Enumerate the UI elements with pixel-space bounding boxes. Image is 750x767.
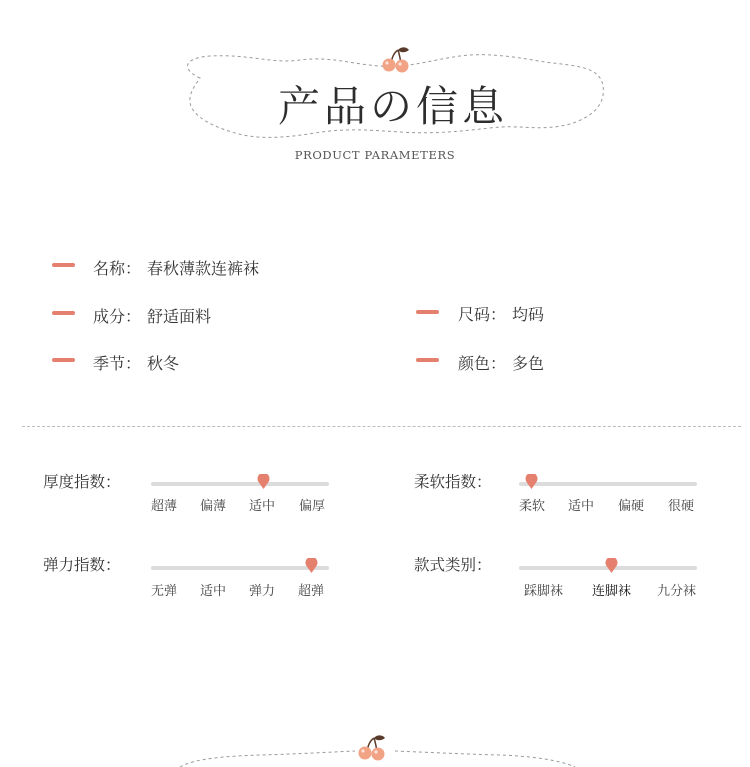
info-value: 均码: [512, 305, 545, 324]
elasticity-track: [151, 566, 329, 570]
softness-track: [519, 482, 697, 486]
option-label: 适中: [200, 584, 227, 599]
info-value: 秋冬: [147, 354, 180, 373]
section-divider: [22, 426, 741, 427]
info-name: [93, 256, 259, 279]
location-pin-icon: [305, 558, 318, 573]
option-label-selected: 连脚袜: [592, 584, 632, 599]
info-color: [458, 351, 544, 374]
thickness-index-label: 厚度指数：: [43, 473, 121, 491]
cherry-icon: [355, 734, 389, 762]
option-label: 无弹: [151, 584, 178, 599]
info-label: 颜色：: [458, 354, 507, 373]
info-size: [458, 302, 544, 325]
option-label: 九分袜: [657, 584, 697, 599]
info-value: 多色: [512, 354, 545, 373]
info-label: 尺码：: [458, 305, 507, 324]
info-label: 成分：: [93, 307, 142, 326]
option-label: 偏厚: [299, 499, 326, 514]
elasticity-index-label: 弹力指数：: [43, 556, 121, 574]
option-label: 偏硬: [618, 499, 645, 514]
info-value: 春秋薄款连裤袜: [147, 259, 260, 278]
info-season: [93, 351, 179, 374]
bullet-dash: [416, 310, 439, 314]
page-subtitle: PRODUCT PARAMETERS: [294, 148, 456, 162]
info-material: [93, 304, 211, 327]
option-label: 偏薄: [200, 499, 227, 514]
style-category-label: 款式类别：: [414, 556, 492, 574]
info-value: 舒适面料: [147, 307, 212, 326]
option-label: 踩脚袜: [524, 584, 564, 599]
info-label: 名称：: [93, 259, 142, 278]
option-label: 很硬: [668, 499, 695, 514]
option-label: 适中: [249, 499, 276, 514]
option-label: 弹力: [249, 584, 276, 599]
bullet-dash: [52, 263, 75, 267]
bullet-dash: [52, 358, 75, 362]
info-label: 季节：: [93, 354, 142, 373]
location-pin-icon: [257, 474, 270, 489]
option-label: 超薄: [151, 499, 178, 514]
location-pin-icon: [525, 474, 538, 489]
option-label: 超弹: [298, 584, 325, 599]
softness-index-label: 柔软指数：: [414, 473, 492, 491]
location-pin-icon: [605, 558, 618, 573]
bullet-dash: [416, 358, 439, 362]
cherry-icon: [379, 46, 413, 74]
bullet-dash: [52, 311, 75, 315]
thickness-track: [151, 482, 329, 486]
page-title: 产品の信息: [278, 82, 509, 131]
option-label: 柔软: [519, 499, 546, 514]
option-label: 适中: [568, 499, 595, 514]
